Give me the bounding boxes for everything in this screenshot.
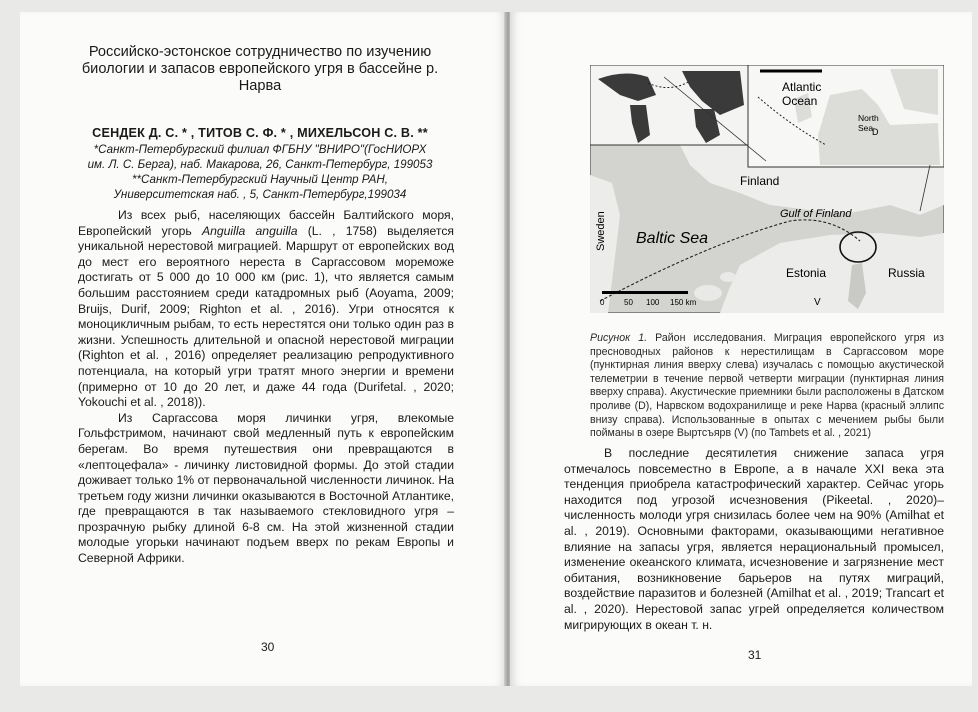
- scale-100: 100: [646, 298, 660, 307]
- label-sea: Sea: [858, 123, 874, 133]
- paragraph-3: В последние десятилетия снижение запаса угря отмечалось повсеместно в Европе, а в начале XXI века эта тенденция приобрела катастрофический характер. Сейчас угорь находится под угрозой исчезновения (Pikeetal. , 2020)– численность молоди угря снизилась более чем на 90% (Amilhat et al. , 2019). Основными факторами, оказывающими негативное влияние на запасы угря, является нерациональный промысел, изменение океанского климата, исчезновение и загрязнение мест обитания, возникновение барьеров на путях миграций, воздействие паразитов и болезней (Amilhat et al. , 2019; Trancart et al. , 2020). Нерестовой запас угрей определяется количеством мигрирующих в океан т. н.: [564, 446, 945, 632]
- figure-caption: [590, 332, 944, 441]
- scale-150-km: 150 km: [670, 298, 697, 307]
- paragraph-2: Из Саргассова моря личинки угря, влекомые Гольфстримом, начинают свой медленный путь к европейским берегам. Во время путешествия они превращаются в «лептоцефала» - личинку листовидной формы. До этой стадии доживает только 1% от первоначальной численности личинок. На третьем году жизни личинки оказываются в Восточной Атлантике, где превращаются в так называемого стекловидного угря – прозрачную рыбку длиной 6-8 см. На этой жизненной стадии молодые угорьки начинают подъем вверх по рекам Европы и Северной Африки.: [78, 410, 454, 566]
- scale-bar: [602, 291, 688, 294]
- right-body-text: [564, 446, 944, 633]
- article-title: Российско-эстонское сотрудничество по изучению биологии и запасов европейского угря в бассейне р. Нарва: [81, 44, 439, 94]
- species-name: Anguilla anguilla: [201, 223, 298, 238]
- affiliation-2-line-1: **Санкт-Петербургский Научный Центр РАН,: [132, 173, 388, 186]
- paragraph-1: [78, 208, 454, 411]
- page-number-left: 30: [261, 640, 275, 654]
- label-estonia: Estonia: [786, 266, 827, 280]
- island-saaremaa: [694, 285, 722, 301]
- caption-text: Район исследования. Миграция европейского угря из пресноводных районов к нерестилищам в Саргассовом море (пунктирная линия вверху слева) изучалась с помощью акустической телеметрии в течение первой четверти миграции (пунктирная линия вверху справа). Акустические приемники были расположены в Датском проливе (D), Нарвском водохранилище и реке Нарва (красный эллипс внизу справа). Использованные в опытах с мечением рыбы были пойманы в озере Выртсъярв (V) (по Tambets et al. , 2021): [590, 332, 944, 440]
- caption-label: Рисунок 1.: [590, 332, 648, 344]
- affiliation-1-line-2: им. Л. С. Берга), наб. Макарова, 26, Санкт-Петербург, 199053: [87, 158, 433, 171]
- label-sweden: Sweden: [595, 211, 607, 251]
- left-body-text: [78, 208, 454, 567]
- p1-text-end: (L. , 1758) выделяется уникальной нерестовой миграцией. Маршрут от европейских вод до мест его вероятного нереста в Саргассовом мореможе достигать от 5 000 до 10 000 км (рис. 1), что является самым большим расстоянием среди катадромных рыб (Aoyama, 2009; Bruijs, Durif, 2009; Righton et al. , 2016). Угри относятся к моноцикличным рыбам, то есть нерестятся они только один раз в жизни. Успешность длительной и опасной нерестовой миграции (Righton et al. , 2016) определяет реализацию репродуктивного потенциала, на который угри тратят много энергии и времени (примерно от 10 до 20 лет, и даже 44 года (Durifetal. , 2020; Yokouchi et al. , 2018)).: [78, 223, 455, 410]
- scale-50: 50: [624, 298, 633, 307]
- label-baltic-sea: Baltic Sea: [636, 230, 709, 247]
- study-area-map: [590, 65, 944, 313]
- label-gulf-of-finland: Gulf of Finland: [780, 208, 852, 220]
- label-russia: Russia: [888, 266, 925, 280]
- island-hiiumaa: [720, 272, 736, 282]
- affiliation-2-line-2: Университетская наб. , 5, Санкт-Петербург,199034: [113, 188, 407, 201]
- label-finland: Finland: [740, 174, 780, 188]
- label-north: North: [858, 113, 879, 123]
- label-atlantic: Atlantic: [782, 80, 822, 94]
- affiliation-1-line-1: *Санкт-Петербургский филиал ФГБНУ "ВНИРО"(ГосНИОРХ: [93, 143, 427, 156]
- page-number-right: 31: [748, 648, 762, 662]
- label-v-lake: V: [814, 297, 821, 308]
- p1-text-start: Из всех рыб, населяющих бассейн Балтийского моря, Европейский угорь: [78, 208, 454, 238]
- scale-0: 0: [600, 298, 605, 307]
- label-ocean: Ocean: [782, 94, 818, 108]
- authors-line: СЕНДЕК Д. С. * , ТИТОВ С. Ф. * , МИХЕЛЬСОН С. В. **: [92, 126, 428, 140]
- label-d-marker: D: [872, 127, 879, 137]
